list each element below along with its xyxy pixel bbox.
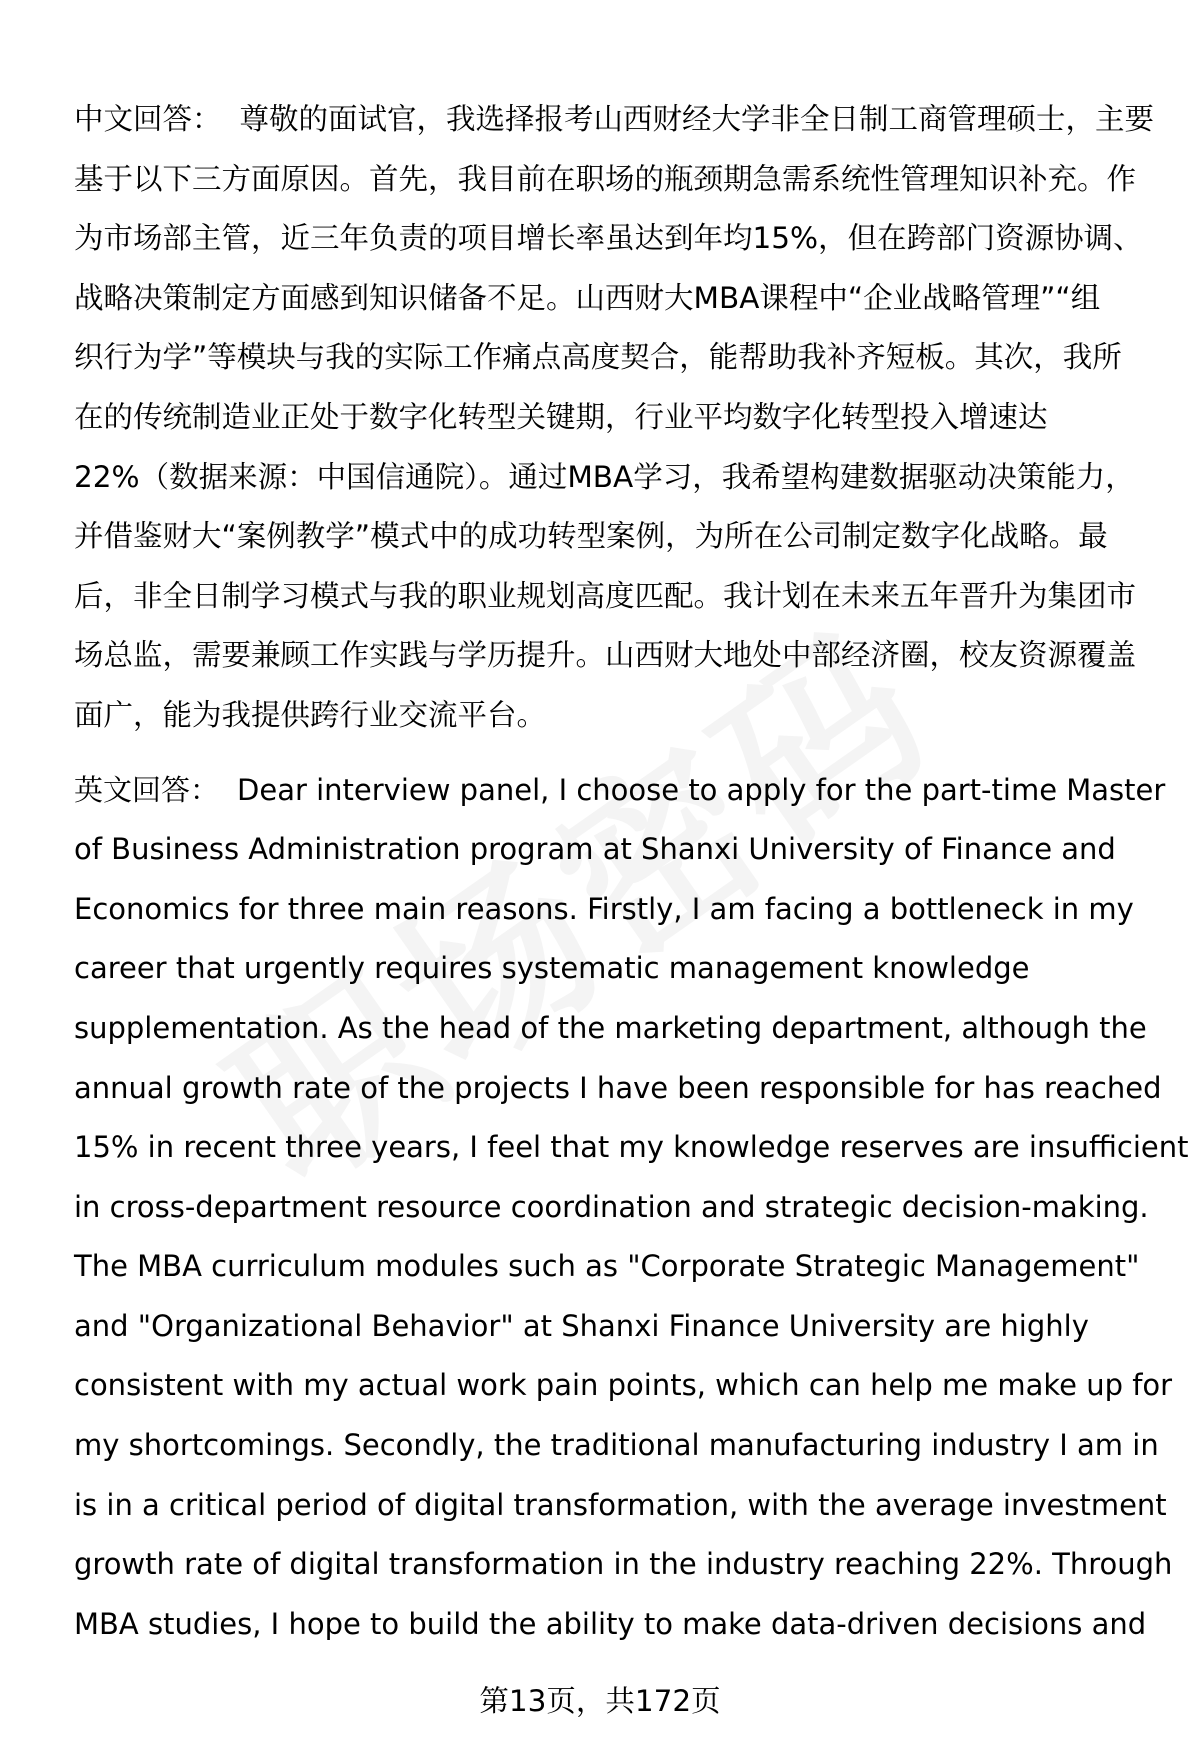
english-answer-line: annual growth rate of the projects I have been responsible for has reached [74, 1070, 1162, 1105]
english-answer-line: supplementation. As the head of the marketing department, although the [74, 1010, 1147, 1045]
english-answer-line: 15% in recent three years, I feel that my knowledge reserves are insufficient [74, 1130, 1189, 1165]
english-answer-line: is in a critical period of digital transformation, with the average investment [74, 1487, 1167, 1522]
chinese-answer-line: 22%（数据来源：中国信通院）。通过MBA学习，我希望构建数据驱动决策能力， [74, 459, 1135, 494]
english-answer-line: of Business Administration program at Shanxi University of Finance and [74, 832, 1116, 867]
chinese-answer-line: 场总监，需要兼顾工作实践与学历提升。山西财大地处中部经济圈，校友资源覆盖 [74, 638, 1137, 673]
chinese-answer-label: 中文回答： [74, 102, 222, 136]
english-answer-section [74, 761, 1189, 1655]
chinese-answer-line: 后，非全日制学习模式与我的职业规划高度匹配。我计划在未来五年晋升为集团市 [74, 578, 1137, 613]
english-answer-line: The MBA curriculum modules such as "Corporate Strategic Management" [74, 1249, 1140, 1284]
paragraph-line [74, 761, 1164, 821]
chinese-answer-line: 为市场部主管，近三年负责的项目增长率虽达到年均15%，但在跨部门资源协调、 [74, 221, 1143, 256]
chinese-answer-line: 战略决策制定方面感到知识储备不足。山西财大MBA课程中“企业战略管理”“组 [74, 280, 1101, 315]
english-answer-line: growth rate of digital transformation in the industry reaching 22%. Through [74, 1547, 1173, 1582]
english-answer-line: and "Organizational Behavior" at Shanxi Finance University are highly [74, 1308, 1089, 1343]
chinese-answer-line: 织行为学”等模块与我的实际工作痛点高度契合，能帮助我补齐短板。其次，我所 [74, 340, 1122, 375]
chinese-answer-line: 尊敬的面试官，我选择报考山西财经大学非全日制工商管理硕士，主要 [239, 102, 1155, 136]
page-number-footer: 第13页，共172页 [479, 1684, 721, 1718]
english-answer-label: 英文回答： [74, 772, 220, 807]
english-answer-line: Dear interview panel, I choose to apply for the part-time Master [237, 772, 1166, 807]
chinese-answer-line: 基于以下三方面原因。首先，我目前在职场的瓶颈期急需系统性管理知识补充。作 [74, 161, 1137, 196]
paragraph-line [74, 90, 1164, 150]
english-answer-line: Economics for three main reasons. Firstly, I am facing a bottleneck in my [74, 891, 1134, 926]
english-answer-line: my shortcomings. Secondly, the traditional manufacturing industry I am in [74, 1428, 1159, 1463]
chinese-answer-section [74, 90, 1164, 746]
document-content [74, 90, 1189, 1654]
chinese-answer-line: 在的传统制造业正处于数字化转型关键期，行业平均数字化转型投入增速达 [74, 399, 1048, 434]
english-answer-line: in cross-department resource coordination and strategic decision-making. [74, 1189, 1149, 1224]
chinese-answer-line: 并借鉴财大“案例教学”模式中的成功转型案例，为所在公司制定数字化战略。最 [74, 519, 1108, 554]
english-answer-line: MBA studies, I hope to build the ability to make data-driven decisions and [74, 1606, 1147, 1641]
english-answer-line: career that urgently requires systematic management knowledge [74, 951, 1030, 986]
chinese-answer-line: 面广，能为我提供跨行业交流平台。 [74, 697, 547, 732]
english-answer-line: consistent with my actual work pain points, which can help me make up for [74, 1368, 1173, 1403]
